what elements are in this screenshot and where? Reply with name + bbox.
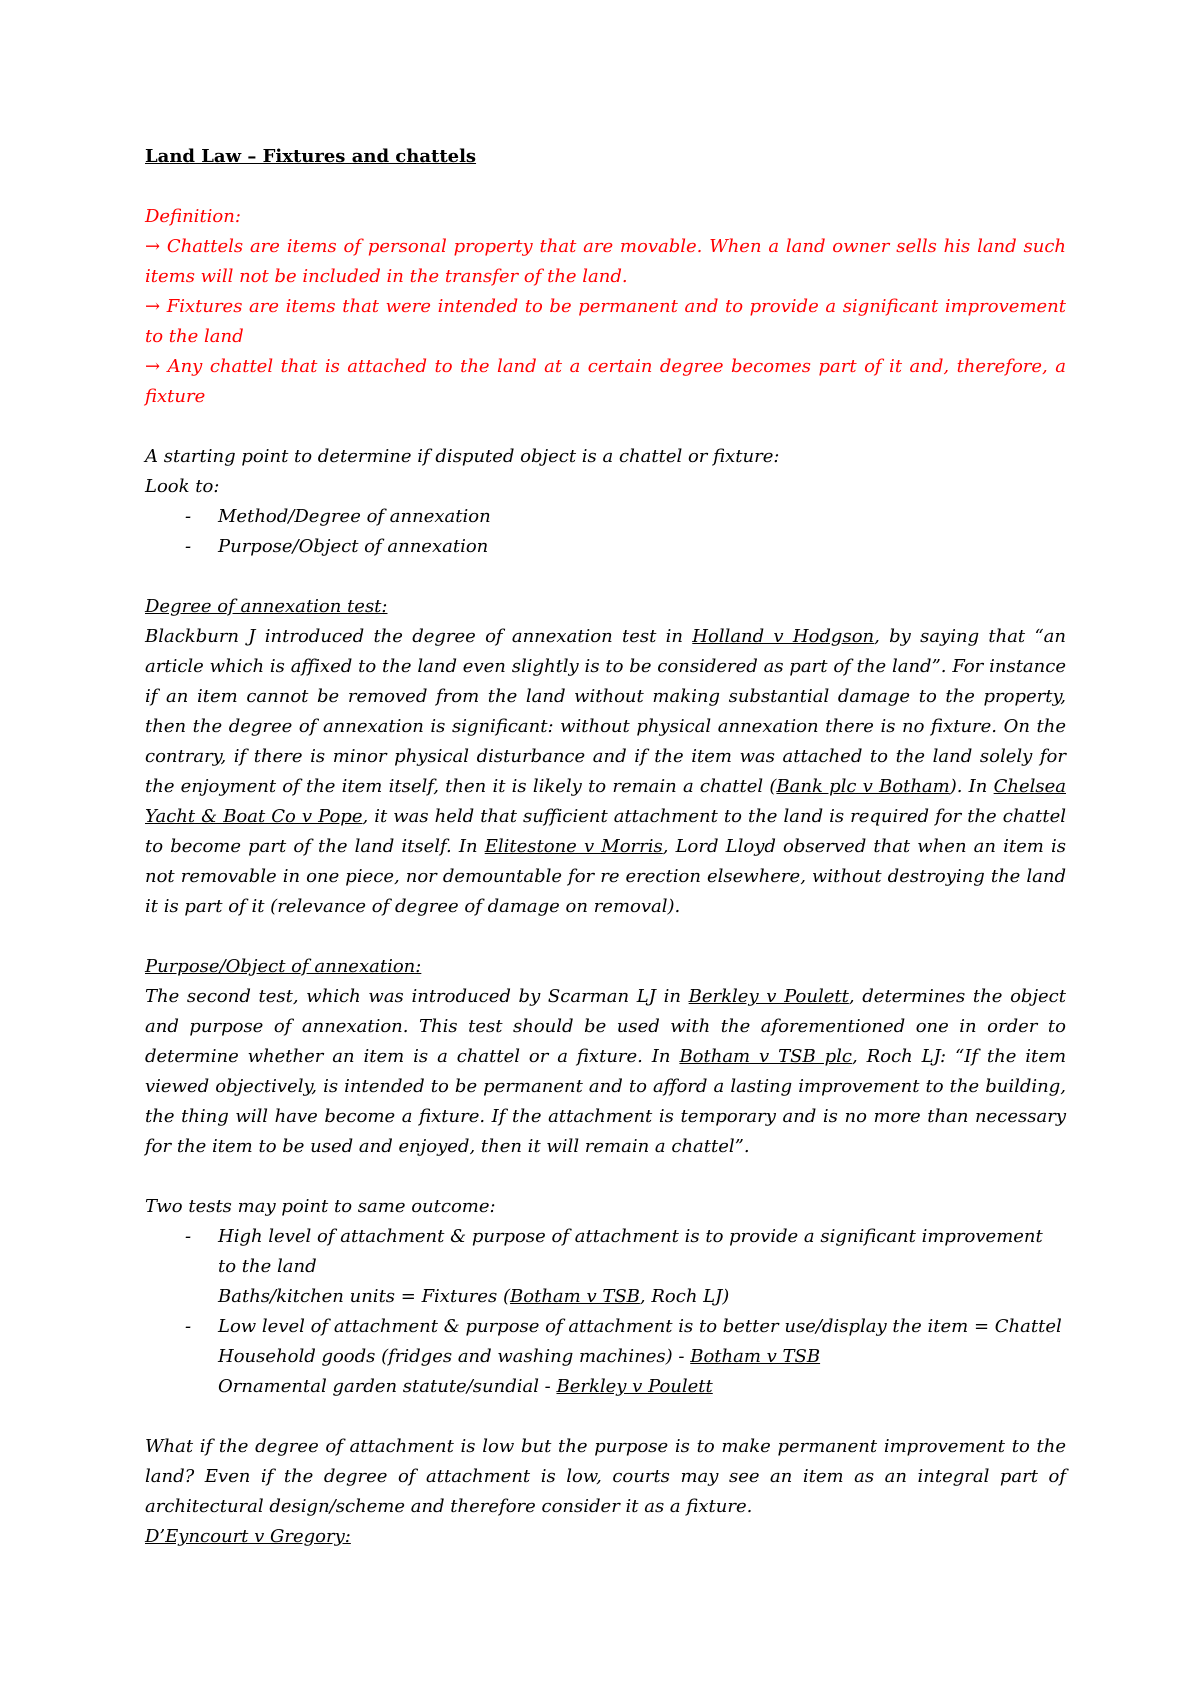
list-item: - High level of attachment & purpose of attachment is to provide a significant improvement to the land Baths/kitchen units = Fixtures (Botham v TSB, Roch LJ) (145, 1222, 1066, 1312)
purpose-paragraph: The second test, which was introduced by Scarman LJ in Berkley v Poulett, determines the object and purpose of annexation. This test should be used with the aforementioned one in order to determine whether an item is a chattel or a fixture. In Botham v TSB plc, Roch LJ: “If the item viewed objectively, is intended to be permanent and to afford a lasting improvement to the building, the thing will have become a fixture. If the attachment is temporary and is no more than necessary for the item to be used and enjoyed, then it will remain a chattel”. (145, 986, 1067, 1157)
look-to-label: Look to: (145, 476, 220, 497)
definition-item: → Chattels are items of personal property that are movable. When a land owner sells his land such items will not be included in the transfer of the land. (145, 236, 1066, 287)
dash-bullet: - (185, 536, 192, 557)
dash-bullet: - (185, 506, 192, 527)
case-botham-v-tsb: Botham v TSB (690, 1346, 821, 1367)
arrow-icon: → (145, 296, 161, 317)
case-elitestone-v-morris: Elitestone v Morris (484, 836, 663, 857)
starting-list (145, 502, 1066, 562)
dash-bullet: - (185, 1226, 192, 1247)
degree-heading: Degree of annexation test: (145, 596, 388, 617)
what-if-paragraph: What if the degree of attachment is low but the purpose is to make permanent improvement to the land? Even if the degree of attachment is low, courts may see an item as an integral part of architectural design/scheme and therefore consider it as a fixture. (145, 1436, 1066, 1517)
page-title: Land Law – Fixtures and chattels (145, 146, 477, 167)
purpose-section (145, 952, 1066, 1162)
definition-section (145, 202, 1066, 412)
arrow-icon: → (145, 356, 161, 377)
definition-item: → Any chattel that is attached to the land at a certain degree becomes part of it and, therefore, a fixture (145, 356, 1066, 407)
case-berkley-v-poulett: Berkley v Poulett (688, 986, 849, 1007)
two-tests-intro: Two tests may point to same outcome: (145, 1196, 496, 1217)
example-line: Ornamental garden statute/sundial - Berkley v Poulett (218, 1376, 713, 1397)
final-case-heading: D’Eyncourt v Gregory: (145, 1526, 351, 1547)
list-item: - Low level of attachment & purpose of attachment is to better use/display the item = Chattel Household goods (fridges and washing machines) - Botham v TSB Ornamental garden statute/sundial - Berkley v Poulett (145, 1312, 1066, 1402)
two-tests-list (145, 1222, 1066, 1402)
two-tests-section (145, 1192, 1066, 1402)
purpose-heading: Purpose/Object of annexation: (145, 956, 422, 977)
case-holland-v-hodgson: Holland v Hodgson (692, 626, 875, 647)
case-chelsea-yacht: Chelsea Yacht & Boat Co v Pope (145, 776, 1067, 827)
case-botham-v-tsb: Botham v TSB plc (679, 1046, 852, 1067)
case-botham-v-tsb: Botham v TSB (510, 1286, 640, 1307)
starting-point-section (145, 442, 1066, 562)
degree-section (145, 592, 1066, 922)
arrow-icon: → (145, 236, 161, 257)
example-line: Household goods (fridges and washing machines) - Botham v TSB (218, 1346, 821, 1367)
dash-bullet: - (185, 1316, 192, 1337)
definition-heading: Definition: (145, 206, 241, 227)
degree-paragraph: Blackburn J introduced the degree of annexation test in Holland v Hodgson, by saying that “an article which is affixed to the land even slightly is to be considered as part of the land”. For instance if an item cannot be removed from the land without making substantial damage to the property, then the degree of annexation is significant: without physical annexation there is no fixture. On the contrary, if there is minor physical disturbance and if the item was attached to the land solely for the enjoyment of the item itself, then it is likely to remain a chattel (Bank plc v Botham). In Chelsea Yacht & Boat Co v Pope, it was held that sufficient attachment to the land is required for the chattel to become part of the land itself. In Elitestone v Morris, Lord Lloyd observed that when an item is not removable in one piece, nor demountable for re erection elsewhere, without destroying the land it is part of it (relevance of degree of damage on removal). (145, 626, 1067, 917)
case-berkley-v-poulett: Berkley v Poulett (556, 1376, 713, 1397)
starting-intro: A starting point to determine if disputed object is a chattel or fixture: (145, 446, 780, 467)
list-item: - Method/Degree of annexation (145, 502, 1066, 532)
list-item: - Purpose/Object of annexation (145, 532, 1066, 562)
definition-item: → Fixtures are items that were intended to be permanent and to provide a significant improvement to the land (145, 296, 1066, 347)
case-bank-v-botham: Bank plc v Botham (776, 776, 950, 797)
example-line: Baths/kitchen units = Fixtures (Botham v TSB, Roch LJ) (218, 1286, 730, 1307)
